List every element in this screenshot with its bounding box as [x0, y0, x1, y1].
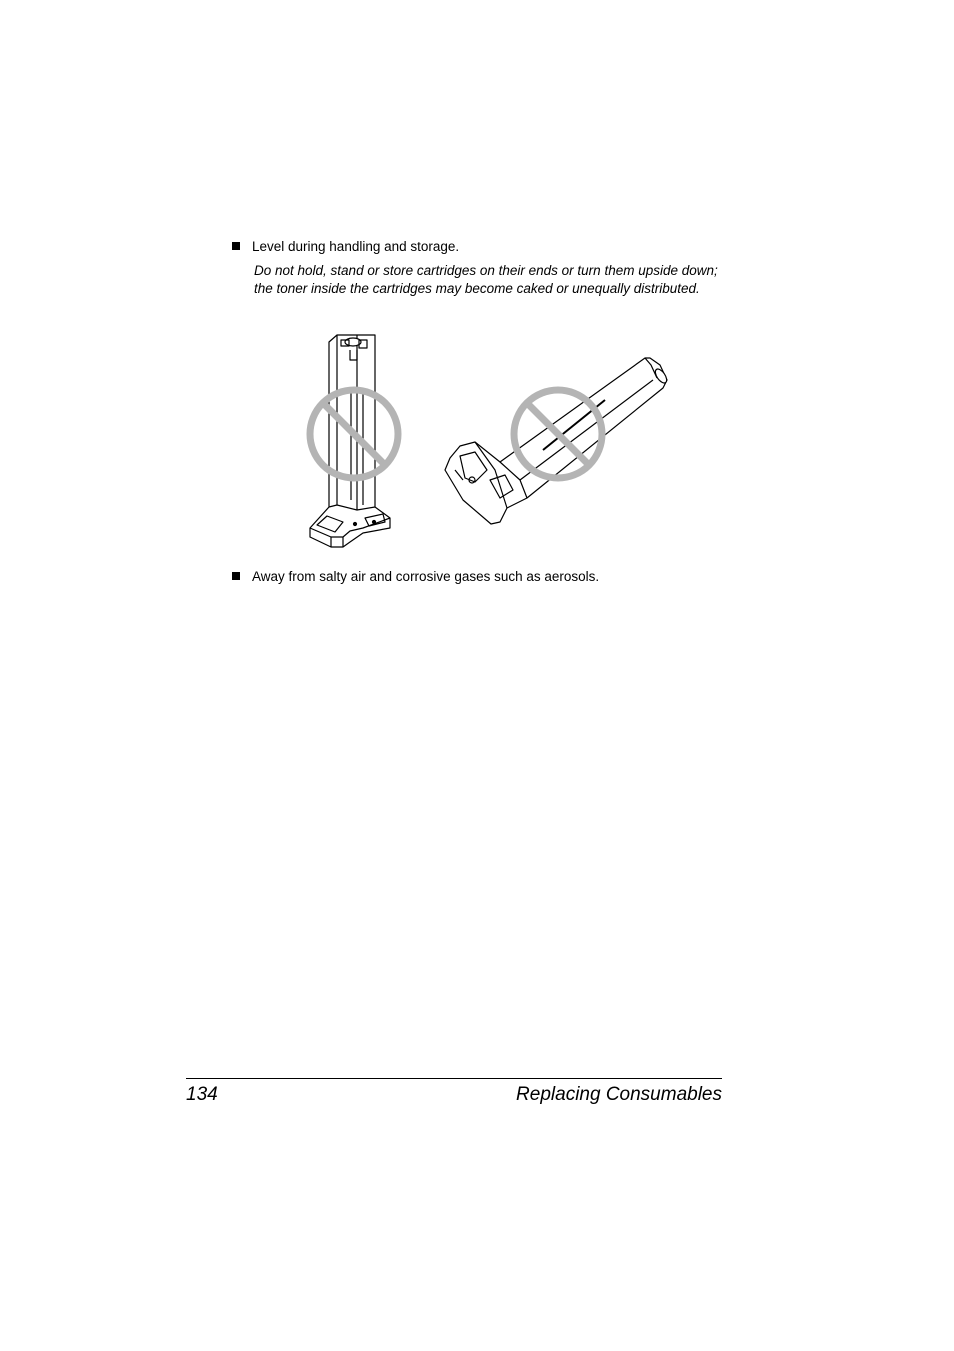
- page-number: 134: [186, 1084, 218, 1105]
- footer-divider: [186, 1078, 722, 1079]
- bullet-text: Level during handling and storage.: [252, 239, 460, 254]
- bullet-item-salty-air: [232, 568, 599, 586]
- bullet-square-icon: [232, 572, 240, 580]
- toner-cartridge-tilted-icon: [445, 358, 669, 524]
- toner-cartridge-upright-icon: [310, 335, 390, 547]
- chapter-title: Replacing Consumables: [516, 1084, 722, 1105]
- cartridge-orientation-illustration: [295, 330, 685, 555]
- bullet-item-level-storage: [232, 238, 459, 256]
- bullet-text: Away from salty air and corrosive gases such as aerosols.: [252, 569, 600, 584]
- caution-note: Do not hold, stand or store cartridges on their ends or turn them upside down; the toner inside the cartridges may become caked or unequally distributed.: [254, 263, 718, 296]
- bullet-square-icon: [232, 242, 240, 250]
